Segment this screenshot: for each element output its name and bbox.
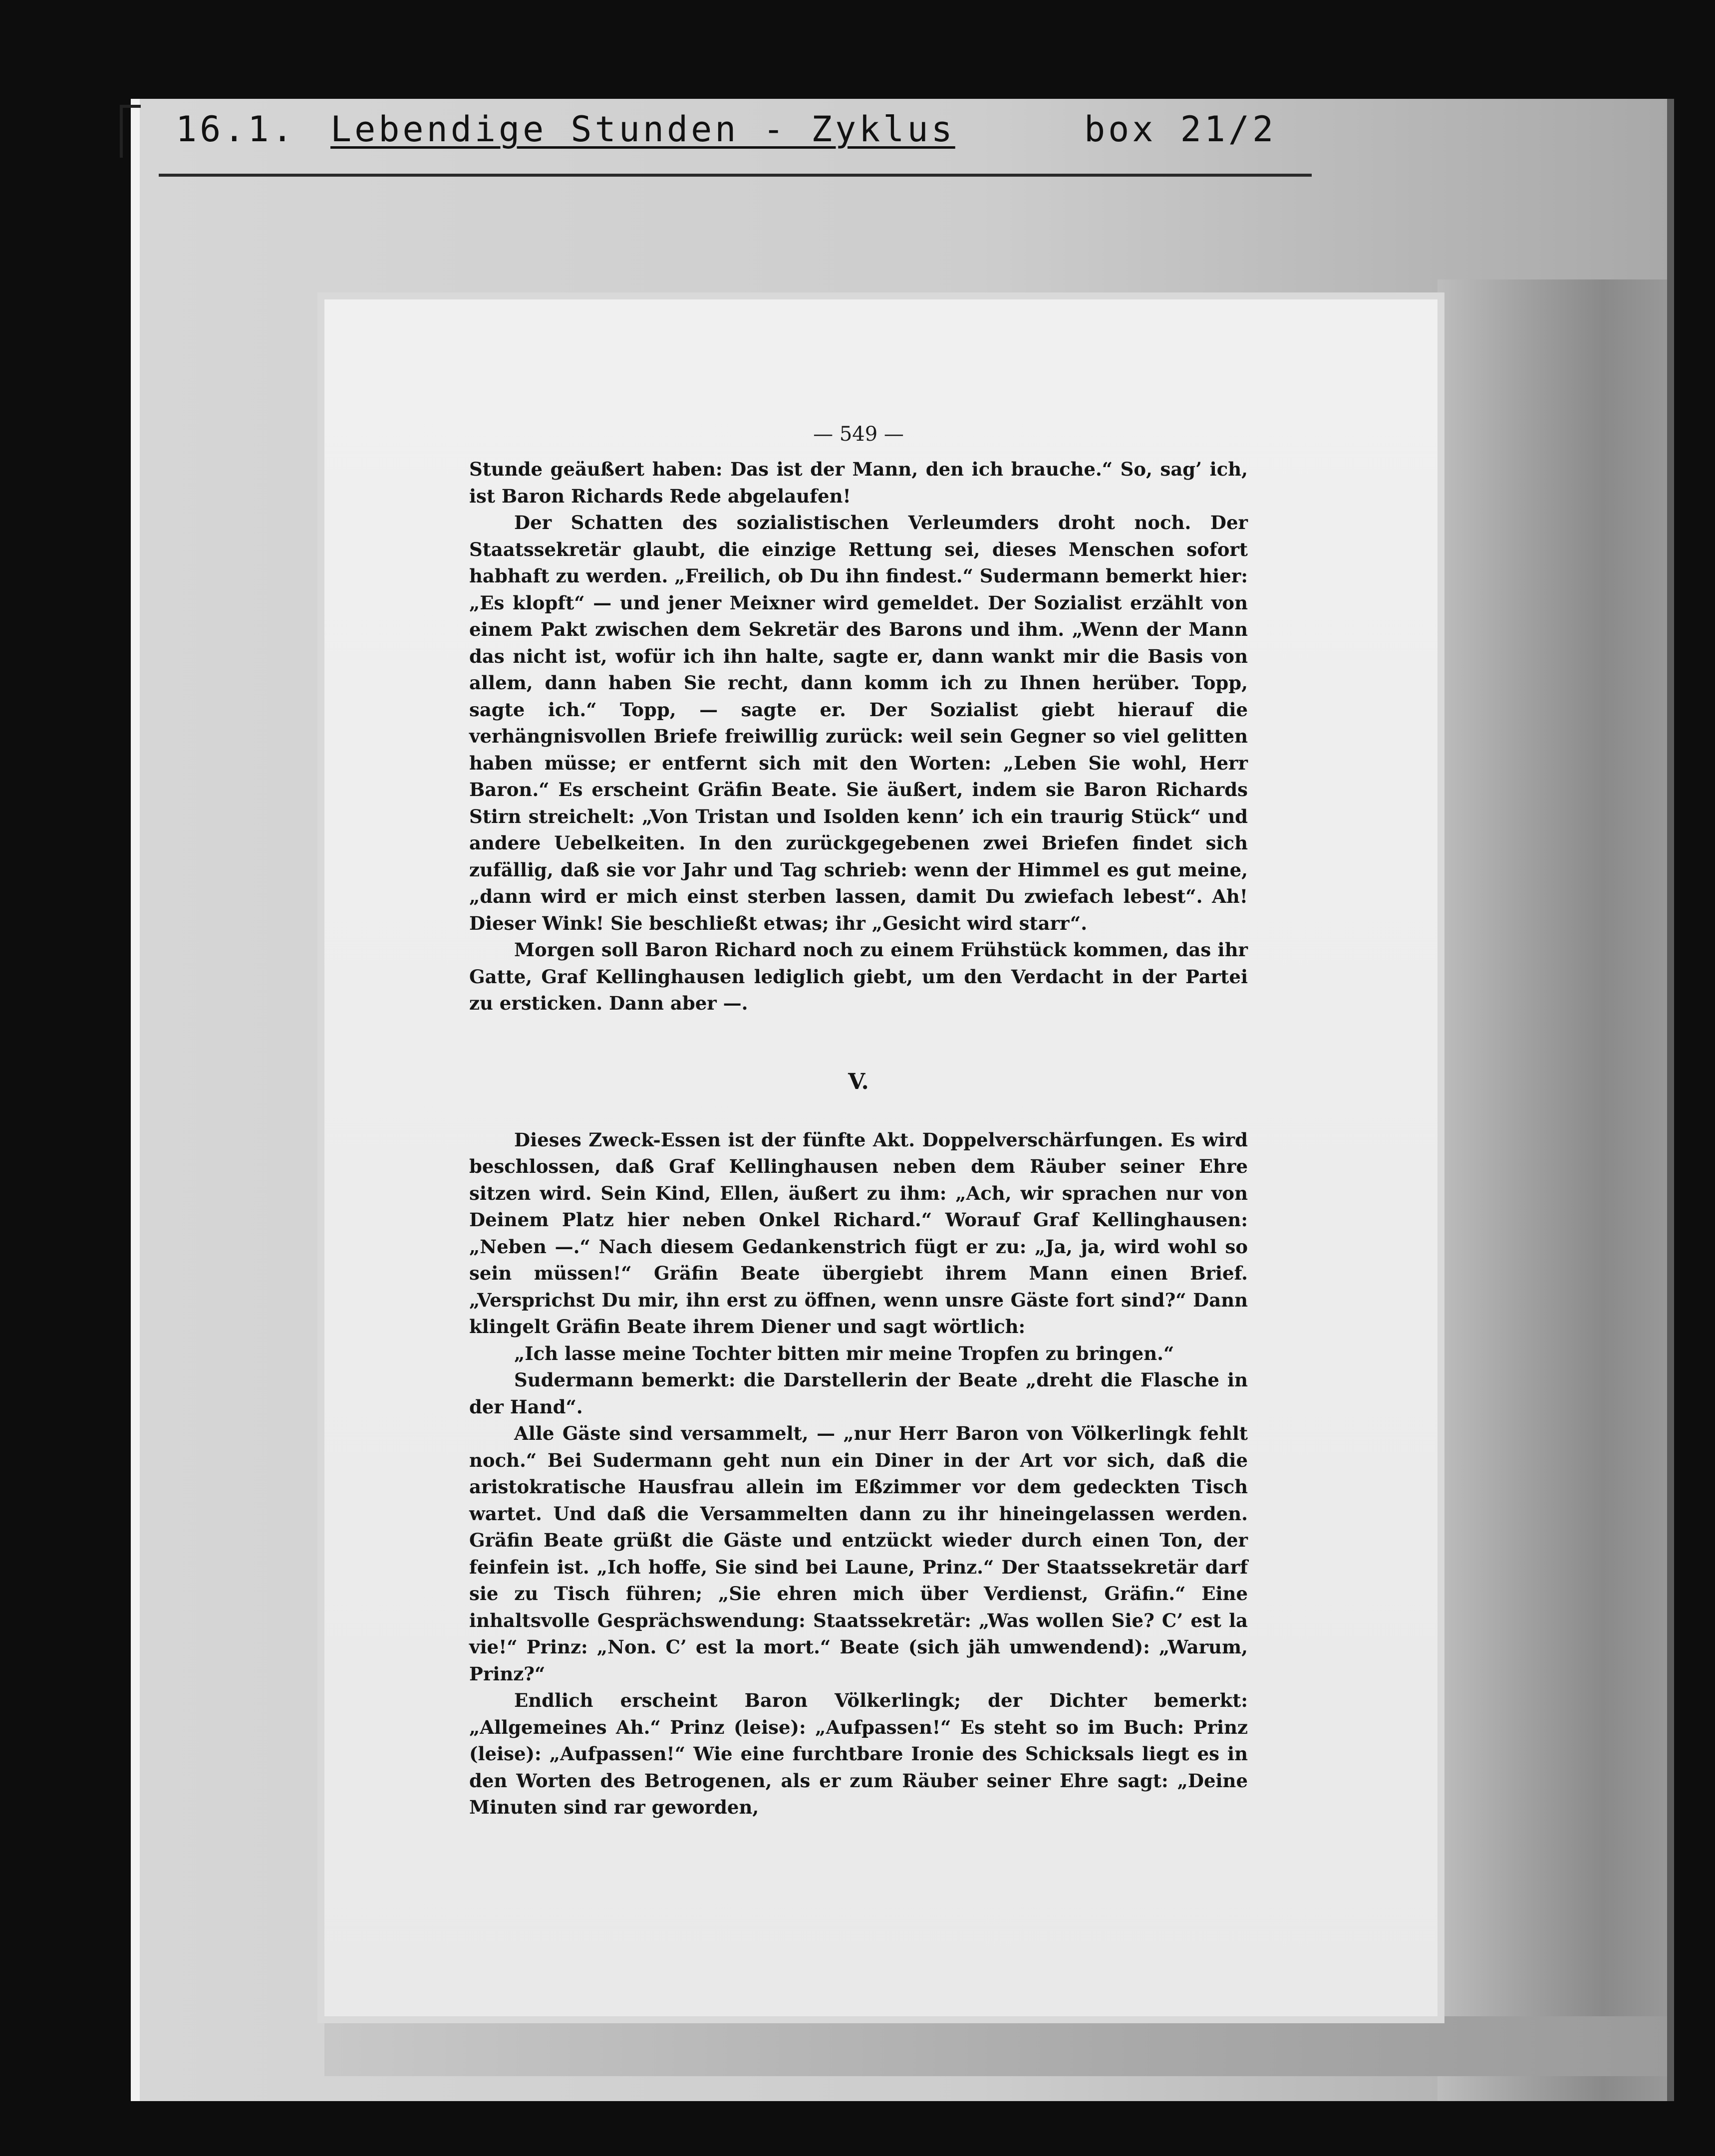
paragraph: Stunde geäußert haben: Das ist der Mann, den ich brauche.“ So, sag’ ich, ist Baron Richards Rede abgelaufen!	[469, 458, 1248, 507]
page-number: — 549 —	[813, 423, 904, 446]
paragraph: Endlich erscheint Baron Völkerlingk; der Dichter bemerkt: „Allgemeines Ah.“ Prinz (leise): „Aufpassen!“ Es steht so im Buch: Prinz (leise): „Aufpassen!“ Wie eine furchtbare Ironie des Schicksals liegt es in den Worten des Betrogenen, als er zum Räuber seiner Ehre sagt: „Deine Minuten sind rar geworden,	[469, 1689, 1248, 1818]
card-left-edge	[131, 99, 140, 2101]
header-rule	[159, 174, 1312, 177]
mottled-background	[1437, 279, 1674, 2101]
paragraph: Alle Gäste sind versammelt, — „nur Herr Baron von Völkerlingk fehlt noch.“ Bei Sudermann geht nun ein Diner in der Art vor sich, daß die aristokratische Hausfrau allein im Eßzimmer vor dem gedeckten Tisch wartet. Und daß die Versammelten dann zu ihr hineingelassen werden. Gräfin Beate grüßt die Gäste und entzückt wieder durch einen Ton, der feinfein ist. „Ich hoffe, Sie sind bei Laune, Prinz.“ Der Staatssekretär darf sie zu Tisch führen; „Sie ehren mich über Verdienst, Gräfin.“ Eine inhaltsvolle Gesprächswendung: Staatssekretär: „Was wollen Sie? C’ est la vie!“ Prinz: „Non. C’ est la mort.“ Beate (sich jäh umwendend): „Warum, Prinz?“	[469, 1422, 1248, 1685]
header-box-label: box 21/2	[1084, 109, 1277, 150]
paragraph: Dieses Zweck-Essen ist der fünfte Akt. Doppelverschärfungen. Es wird beschlossen, daß Graf Kellinghausen neben dem Räuber seiner Ehre sitzen wird. Sein Kind, Ellen, äußert zu ihm: „Ach, wir sprachen nur von Deinem Platz hier neben Onkel Richard.“ Worauf Graf Kellinghausen: „Neben —.“ Nach diesem Gedankenstrich fügt er zu: „Ja, ja, wird wohl so sein müssen!“ Gräfin Beate übergiebt ihrem Mann einen Brief. „Versprichst Du mir, ihn erst zu öffnen, wenn unsre Gäste fort sind?“ Dann klingelt Gräfin Beate ihrem Diener und sagt wörtlich:	[469, 1128, 1248, 1338]
paragraph: Sudermann bemerkt: die Darstellerin der Beate „dreht die Flasche in der Hand“.	[469, 1369, 1248, 1418]
clipping-text-column	[469, 419, 1248, 1821]
card-right-edge	[1667, 99, 1674, 2101]
header-title: Lebendige Stunden - Zyklus	[330, 109, 955, 150]
paragraph: Der Schatten des sozialistischen Verleumders droht noch. Der Staatssekretär glaubt, die einzige Rettung sei, dieses Menschen sofort habhaft zu werden. „Freilich, ob Du ihn findest.“ Sudermann bemerkt hier: „Es klopft“ — und jener Meixner wird gemeldet. Der Sozialist erzählt von einem Pakt zwischen dem Sekretär des Barons und ihm. „Wenn der Mann das nicht ist, wofür ich ihn halte, sagte er, dann wankt mir die Basis von allem, dann haben Sie recht, dann komm ich zu Ihnen herüber. Topp, sagte ich.“ Topp, — sagte er. Der Sozialist giebt hierauf die verhängnisvollen Briefe freiwillig zurück: weil sein Gegner so viel gelitten haben müsse; er entfernt sich mit den Worten: „Leben Sie wohl, Herr Baron.“ Es erscheint Gräfin Beate. Sie äußert, indem sie Baron Richards Stirn streichelt: „Von Tristan und Isolden kenn’ ich ein traurig Stück“ und andere Uebelkeiten. In den zurückgegebenen zwei Briefen findet sich zufällig, daß sie vor Jahr und Tag schrieb: wenn der Himmel es gut meine, „dann wird er mich einst sterben lassen, damit Du zwiefach lebest“. Ah! Dieser Wink! Sie beschließt etwas; ihr „Gesicht wird starr“.	[469, 512, 1248, 934]
corner-mark	[120, 105, 141, 158]
quote-paragraph: „Ich lasse meine Tochter bitten mir meine Tropfen zu bringen.“	[514, 1342, 1174, 1364]
section-heading: V.	[848, 1069, 869, 1094]
bottom-strip	[324, 2016, 1672, 2076]
header-number: 16.1.	[176, 109, 296, 150]
paragraph: Morgen soll Baron Richard noch zu einem Frühstück kommen, das ihr Gatte, Graf Kellinghausen lediglich giebt, um den Verdacht in der Partei zu ersticken. Dann aber —.	[469, 939, 1248, 1014]
archive-header	[176, 109, 1314, 159]
newspaper-clipping	[324, 299, 1437, 2016]
